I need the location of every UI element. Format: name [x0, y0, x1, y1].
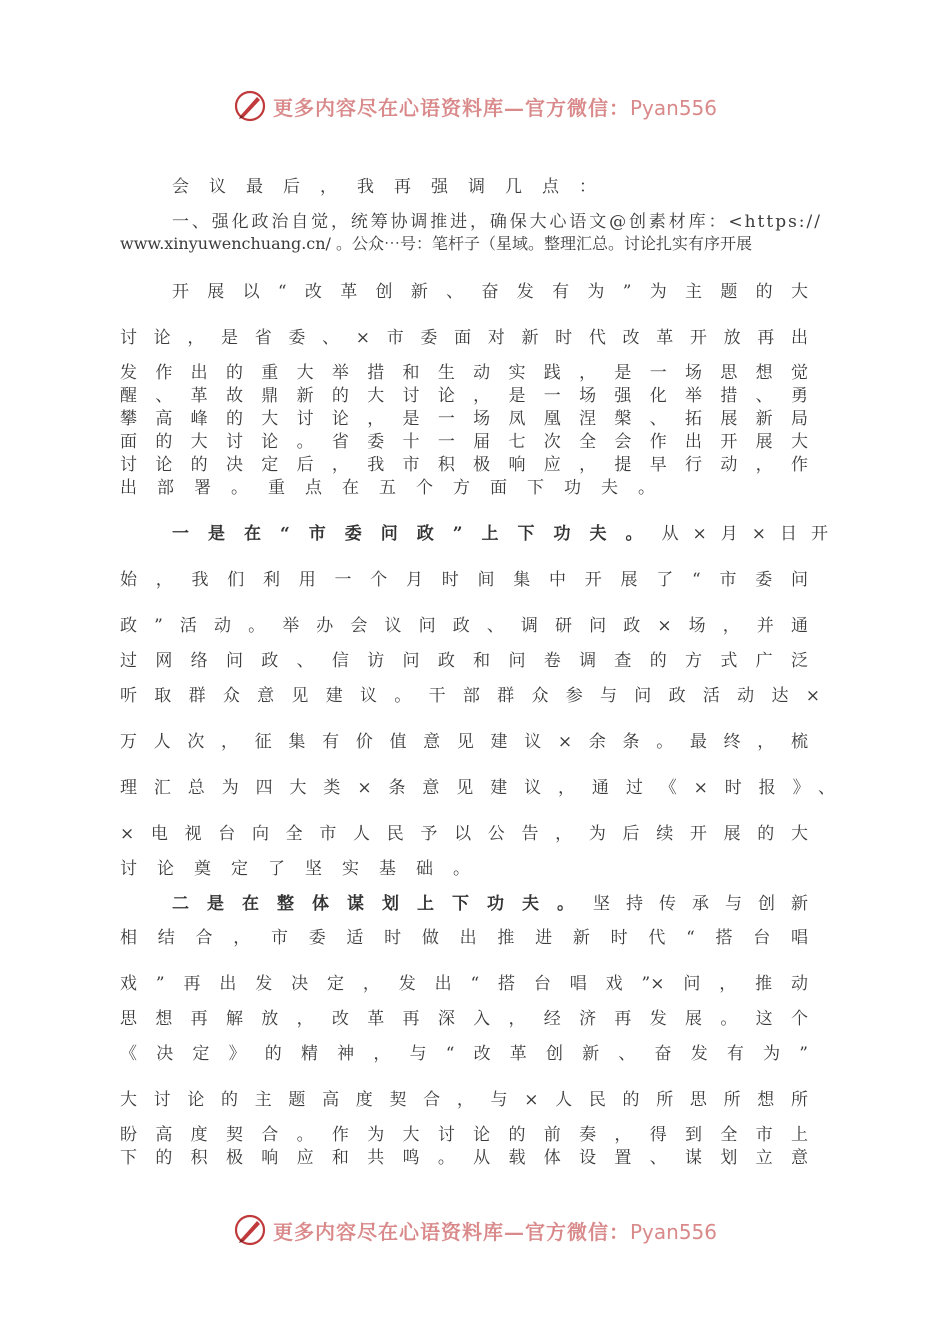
text-line: [172, 889, 824, 914]
text-line: [172, 519, 843, 544]
text-line: 讨论的决定后，我市积极响应，提早行动，作: [120, 455, 808, 475]
text-line: 出部署。重点在五个方面下功夫。: [120, 478, 675, 498]
text-span: 从×月×日开: [661, 524, 843, 544]
text-line: 听取群众意见建议。干部群众参与问政活动达×: [120, 686, 820, 706]
watermark-banner-bottom: [0, 1208, 950, 1252]
bold-lead: 一是在“市委问政”上下功夫。: [172, 524, 662, 544]
text-line: 万人次，征集有价值意见建议×余条。最终，梳: [120, 732, 808, 752]
watermark-banner-top: [0, 84, 950, 128]
pen-logo-icon: [233, 89, 267, 123]
bold-lead: 二是在整体谋划上下功夫。: [172, 894, 592, 914]
text-line: 政”活动。举办会议问政、调研问政×场，并通: [120, 616, 808, 636]
text-line: 下的积极响应和共鸣。从载体设置、谋划立意: [120, 1148, 808, 1168]
text-line: 思想再解放，改革再深入，经济再发展。这个: [120, 1009, 808, 1029]
text-line: 始，我们利用一个月时间集中开展了“市委问: [120, 570, 808, 590]
text-line: 《决定》的精神，与“改革创新、奋发有为”: [120, 1044, 808, 1064]
pen-logo-icon: [233, 1213, 267, 1247]
text-line: 面的大讨论。省委十一届七次全会作出开展大: [120, 432, 808, 452]
text-line: 相结合，市委适时做出推进新时代“搭台唱: [120, 928, 808, 948]
text-line: 讨论奠定了坚实基础。: [120, 859, 490, 879]
text-line: 攀高峰的大讨论，是一场凤凰涅槃、拓展新局: [120, 409, 808, 429]
text-line: 发作出的重大举措和生动实践，是一场思想觉: [120, 363, 808, 383]
watermark-text: 更多内容尽在心语资料库—官方微信：Pyan556: [272, 1219, 717, 1244]
text-line: ×电视台向全市人民予以公告，为后续开展的大: [120, 824, 808, 844]
text-line: www.xinyuwenchuang.cn/ 。公众⋯号：笔杆子（星域。整理汇总。讨论扎实有序开展: [120, 234, 753, 253]
text-line: 戏”再出发决定，发出“搭台唱戏”×问，推动: [120, 974, 808, 994]
text-line: 会议最后，我再强调几点：: [172, 177, 616, 197]
text-line: 大讨论的主题高度契合，与×人民的所思所想所: [120, 1090, 808, 1110]
text-line: 醒、革故鼎新的大讨论，是一场强化举措、勇: [120, 386, 808, 406]
text-line: 过网络问政、信访问政和问卷调查的方式广泛: [120, 651, 808, 671]
text-line: 盼高度契合。作为大讨论的前奏，得到全市上: [120, 1125, 808, 1145]
text-line: 讨论，是省委、×市委面对新时代改革开放再出: [120, 328, 808, 348]
text-span: 坚持传承与创新: [593, 894, 824, 914]
text-line: 理汇总为四大类×条意见建议，通过《×时报》、: [120, 778, 835, 798]
text-line: 开展以“改革创新、奋发有为”为主题的大: [172, 282, 808, 302]
text-line: 一、强化政治自觉，统筹协调推进，确保大心语文@创素材库：<https://: [172, 212, 822, 232]
watermark-text: 更多内容尽在心语资料库—官方微信：Pyan556: [272, 95, 717, 120]
